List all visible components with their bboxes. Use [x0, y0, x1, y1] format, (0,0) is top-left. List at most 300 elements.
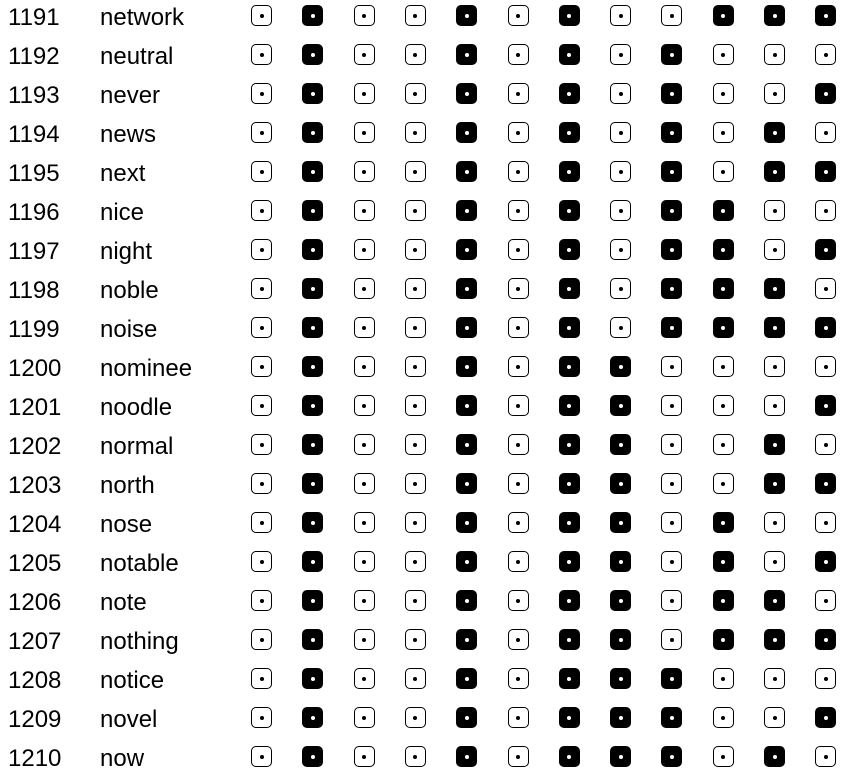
row-word: noble: [100, 277, 159, 304]
filled-bit-square-icon: [610, 473, 631, 494]
empty-bit-square-icon: [251, 551, 272, 572]
empty-bit-square-icon: [661, 629, 682, 650]
empty-bit-square-icon: [815, 44, 836, 65]
filled-bit-square-icon: [302, 278, 323, 299]
empty-bit-square-icon: [764, 551, 785, 572]
empty-bit-square-icon: [354, 83, 375, 104]
filled-bit-square-icon: [764, 278, 785, 299]
filled-bit-square-icon: [713, 278, 734, 299]
row-number: 1210: [8, 745, 62, 772]
empty-bit-square-icon: [251, 395, 272, 416]
filled-bit-square-icon: [661, 278, 682, 299]
empty-bit-square-icon: [251, 512, 272, 533]
row-word: noodle: [100, 394, 173, 421]
table-row: [0, 235, 855, 274]
empty-bit-square-icon: [713, 356, 734, 377]
filled-bit-square-icon: [713, 629, 734, 650]
empty-bit-square-icon: [764, 356, 785, 377]
empty-bit-square-icon: [713, 44, 734, 65]
row-number: 1203: [8, 472, 62, 499]
row-word: nice: [100, 199, 145, 226]
empty-bit-square-icon: [508, 551, 529, 572]
empty-bit-square-icon: [661, 551, 682, 572]
filled-bit-square-icon: [815, 239, 836, 260]
filled-bit-square-icon: [302, 83, 323, 104]
empty-bit-square-icon: [508, 5, 529, 26]
empty-bit-square-icon: [713, 707, 734, 728]
filled-bit-square-icon: [764, 629, 785, 650]
filled-bit-square-icon: [456, 356, 477, 377]
empty-bit-square-icon: [713, 473, 734, 494]
filled-bit-square-icon: [456, 5, 477, 26]
table-row: [0, 1, 855, 40]
empty-bit-square-icon: [251, 473, 272, 494]
filled-bit-square-icon: [713, 239, 734, 260]
empty-bit-square-icon: [354, 278, 375, 299]
empty-bit-square-icon: [661, 395, 682, 416]
empty-bit-square-icon: [713, 122, 734, 143]
filled-bit-square-icon: [764, 161, 785, 182]
empty-bit-square-icon: [661, 5, 682, 26]
empty-bit-square-icon: [508, 44, 529, 65]
empty-bit-square-icon: [354, 239, 375, 260]
row-word: night: [100, 238, 153, 265]
filled-bit-square-icon: [815, 83, 836, 104]
row-word: noise: [100, 316, 158, 343]
filled-bit-square-icon: [456, 512, 477, 533]
empty-bit-square-icon: [610, 161, 631, 182]
empty-bit-square-icon: [508, 317, 529, 338]
empty-bit-square-icon: [508, 590, 529, 611]
filled-bit-square-icon: [456, 122, 477, 143]
empty-bit-square-icon: [354, 512, 375, 533]
empty-bit-square-icon: [251, 239, 272, 260]
row-word: neutral: [100, 43, 174, 70]
empty-bit-square-icon: [405, 5, 426, 26]
filled-bit-square-icon: [302, 239, 323, 260]
empty-bit-square-icon: [251, 200, 272, 221]
filled-bit-square-icon: [815, 5, 836, 26]
empty-bit-square-icon: [251, 434, 272, 455]
empty-bit-square-icon: [815, 356, 836, 377]
filled-bit-square-icon: [610, 629, 631, 650]
empty-bit-square-icon: [251, 746, 272, 767]
filled-bit-square-icon: [815, 551, 836, 572]
empty-bit-square-icon: [354, 161, 375, 182]
empty-bit-square-icon: [354, 44, 375, 65]
empty-bit-square-icon: [405, 200, 426, 221]
filled-bit-square-icon: [559, 590, 580, 611]
empty-bit-square-icon: [764, 668, 785, 689]
filled-bit-square-icon: [559, 122, 580, 143]
empty-bit-square-icon: [764, 44, 785, 65]
filled-bit-square-icon: [559, 512, 580, 533]
empty-bit-square-icon: [764, 239, 785, 260]
row-word: news: [100, 121, 157, 148]
empty-bit-square-icon: [713, 83, 734, 104]
filled-bit-square-icon: [302, 434, 323, 455]
empty-bit-square-icon: [405, 473, 426, 494]
row-number: 1206: [8, 589, 62, 616]
empty-bit-square-icon: [815, 200, 836, 221]
row-number: 1192: [8, 43, 60, 70]
empty-bit-square-icon: [251, 5, 272, 26]
filled-bit-square-icon: [456, 746, 477, 767]
filled-bit-square-icon: [456, 629, 477, 650]
empty-bit-square-icon: [405, 44, 426, 65]
filled-bit-square-icon: [764, 434, 785, 455]
empty-bit-square-icon: [251, 668, 272, 689]
empty-bit-square-icon: [508, 161, 529, 182]
empty-bit-square-icon: [405, 707, 426, 728]
filled-bit-square-icon: [456, 200, 477, 221]
empty-bit-square-icon: [661, 473, 682, 494]
empty-bit-square-icon: [354, 707, 375, 728]
empty-bit-square-icon: [713, 395, 734, 416]
filled-bit-square-icon: [559, 395, 580, 416]
empty-bit-square-icon: [764, 83, 785, 104]
empty-bit-square-icon: [405, 317, 426, 338]
filled-bit-square-icon: [661, 317, 682, 338]
filled-bit-square-icon: [456, 161, 477, 182]
row-number: 1197: [8, 238, 60, 265]
empty-bit-square-icon: [251, 44, 272, 65]
row-number: 1199: [8, 316, 60, 343]
empty-bit-square-icon: [713, 746, 734, 767]
filled-bit-square-icon: [661, 161, 682, 182]
empty-bit-square-icon: [405, 434, 426, 455]
empty-bit-square-icon: [508, 434, 529, 455]
filled-bit-square-icon: [713, 5, 734, 26]
empty-bit-square-icon: [508, 512, 529, 533]
empty-bit-square-icon: [610, 122, 631, 143]
filled-bit-square-icon: [713, 551, 734, 572]
table-row: [0, 586, 855, 625]
empty-bit-square-icon: [815, 434, 836, 455]
empty-bit-square-icon: [354, 434, 375, 455]
filled-bit-square-icon: [456, 707, 477, 728]
filled-bit-square-icon: [456, 44, 477, 65]
row-word: nose: [100, 511, 153, 538]
table-row: [0, 274, 855, 313]
filled-bit-square-icon: [610, 590, 631, 611]
filled-bit-square-icon: [559, 434, 580, 455]
row-word: note: [100, 589, 147, 616]
filled-bit-square-icon: [610, 707, 631, 728]
empty-bit-square-icon: [764, 512, 785, 533]
empty-bit-square-icon: [815, 278, 836, 299]
filled-bit-square-icon: [559, 356, 580, 377]
empty-bit-square-icon: [508, 122, 529, 143]
row-word: novel: [100, 706, 158, 733]
row-number: 1194: [8, 121, 60, 148]
empty-bit-square-icon: [508, 395, 529, 416]
table-row: [0, 352, 855, 391]
empty-bit-square-icon: [661, 512, 682, 533]
filled-bit-square-icon: [456, 83, 477, 104]
empty-bit-square-icon: [610, 317, 631, 338]
filled-bit-square-icon: [713, 590, 734, 611]
row-number: 1205: [8, 550, 62, 577]
empty-bit-square-icon: [405, 161, 426, 182]
empty-bit-square-icon: [713, 161, 734, 182]
table-row: [0, 391, 855, 430]
empty-bit-square-icon: [815, 668, 836, 689]
filled-bit-square-icon: [610, 395, 631, 416]
filled-bit-square-icon: [456, 590, 477, 611]
row-word: nominee: [100, 355, 193, 382]
empty-bit-square-icon: [405, 395, 426, 416]
filled-bit-square-icon: [559, 551, 580, 572]
row-number: 1207: [8, 628, 62, 655]
empty-bit-square-icon: [354, 551, 375, 572]
empty-bit-square-icon: [815, 122, 836, 143]
empty-bit-square-icon: [508, 629, 529, 650]
filled-bit-square-icon: [713, 200, 734, 221]
empty-bit-square-icon: [508, 473, 529, 494]
filled-bit-square-icon: [302, 5, 323, 26]
filled-bit-square-icon: [559, 44, 580, 65]
empty-bit-square-icon: [405, 512, 426, 533]
filled-bit-square-icon: [764, 5, 785, 26]
filled-bit-square-icon: [302, 746, 323, 767]
row-number: 1195: [8, 160, 60, 187]
row-word: north: [100, 472, 155, 499]
filled-bit-square-icon: [456, 473, 477, 494]
filled-bit-square-icon: [815, 317, 836, 338]
table-row: [0, 157, 855, 196]
empty-bit-square-icon: [251, 629, 272, 650]
empty-bit-square-icon: [405, 668, 426, 689]
empty-bit-square-icon: [508, 356, 529, 377]
filled-bit-square-icon: [610, 551, 631, 572]
filled-bit-square-icon: [302, 707, 323, 728]
filled-bit-square-icon: [302, 629, 323, 650]
filled-bit-square-icon: [559, 200, 580, 221]
empty-bit-square-icon: [405, 83, 426, 104]
filled-bit-square-icon: [661, 200, 682, 221]
filled-bit-square-icon: [456, 317, 477, 338]
filled-bit-square-icon: [661, 83, 682, 104]
empty-bit-square-icon: [354, 122, 375, 143]
empty-bit-square-icon: [251, 707, 272, 728]
row-number: 1191: [8, 4, 60, 31]
empty-bit-square-icon: [354, 590, 375, 611]
table-row: [0, 79, 855, 118]
filled-bit-square-icon: [713, 317, 734, 338]
filled-bit-square-icon: [815, 161, 836, 182]
row-word: next: [100, 160, 146, 187]
row-word: never: [100, 82, 161, 109]
table-row: [0, 703, 855, 742]
empty-bit-square-icon: [508, 83, 529, 104]
row-number: 1202: [8, 433, 62, 460]
empty-bit-square-icon: [815, 512, 836, 533]
empty-bit-square-icon: [508, 668, 529, 689]
row-number: 1200: [8, 355, 62, 382]
row-word: network: [100, 4, 185, 31]
table-row: [0, 625, 855, 664]
table-row: [0, 664, 855, 703]
empty-bit-square-icon: [713, 668, 734, 689]
filled-bit-square-icon: [559, 161, 580, 182]
filled-bit-square-icon: [302, 512, 323, 533]
filled-bit-square-icon: [302, 590, 323, 611]
filled-bit-square-icon: [302, 395, 323, 416]
filled-bit-square-icon: [661, 707, 682, 728]
row-number: 1201: [8, 394, 62, 421]
row-number: 1193: [8, 82, 60, 109]
empty-bit-square-icon: [251, 317, 272, 338]
filled-bit-square-icon: [302, 44, 323, 65]
row-number: 1204: [8, 511, 62, 538]
empty-bit-square-icon: [610, 83, 631, 104]
filled-bit-square-icon: [302, 317, 323, 338]
filled-bit-square-icon: [559, 278, 580, 299]
empty-bit-square-icon: [661, 590, 682, 611]
filled-bit-square-icon: [559, 473, 580, 494]
filled-bit-square-icon: [302, 200, 323, 221]
empty-bit-square-icon: [610, 278, 631, 299]
empty-bit-square-icon: [508, 278, 529, 299]
row-word: notable: [100, 550, 179, 577]
empty-bit-square-icon: [508, 200, 529, 221]
filled-bit-square-icon: [456, 551, 477, 572]
filled-bit-square-icon: [661, 668, 682, 689]
filled-bit-square-icon: [764, 746, 785, 767]
empty-bit-square-icon: [405, 629, 426, 650]
row-word: now: [100, 745, 145, 772]
filled-bit-square-icon: [302, 668, 323, 689]
filled-bit-square-icon: [456, 395, 477, 416]
empty-bit-square-icon: [251, 161, 272, 182]
filled-bit-square-icon: [559, 707, 580, 728]
filled-bit-square-icon: [815, 395, 836, 416]
empty-bit-square-icon: [251, 122, 272, 143]
filled-bit-square-icon: [815, 629, 836, 650]
empty-bit-square-icon: [354, 629, 375, 650]
empty-bit-square-icon: [405, 278, 426, 299]
filled-bit-square-icon: [661, 44, 682, 65]
empty-bit-square-icon: [508, 707, 529, 728]
empty-bit-square-icon: [610, 200, 631, 221]
empty-bit-square-icon: [354, 473, 375, 494]
filled-bit-square-icon: [559, 5, 580, 26]
filled-bit-square-icon: [764, 473, 785, 494]
empty-bit-square-icon: [713, 434, 734, 455]
table-row: [0, 430, 855, 469]
table-row: [0, 118, 855, 157]
empty-bit-square-icon: [354, 200, 375, 221]
table-row: [0, 742, 855, 781]
empty-bit-square-icon: [405, 590, 426, 611]
filled-bit-square-icon: [764, 317, 785, 338]
empty-bit-square-icon: [610, 44, 631, 65]
filled-bit-square-icon: [559, 83, 580, 104]
empty-bit-square-icon: [815, 590, 836, 611]
filled-bit-square-icon: [302, 473, 323, 494]
empty-bit-square-icon: [405, 356, 426, 377]
empty-bit-square-icon: [354, 5, 375, 26]
filled-bit-square-icon: [815, 473, 836, 494]
filled-bit-square-icon: [815, 707, 836, 728]
filled-bit-square-icon: [559, 317, 580, 338]
filled-bit-square-icon: [302, 356, 323, 377]
filled-bit-square-icon: [559, 668, 580, 689]
filled-bit-square-icon: [559, 629, 580, 650]
empty-bit-square-icon: [661, 434, 682, 455]
row-number: 1209: [8, 706, 62, 733]
row-number: 1208: [8, 667, 62, 694]
empty-bit-square-icon: [354, 317, 375, 338]
table-row: [0, 313, 855, 352]
filled-bit-square-icon: [610, 746, 631, 767]
filled-bit-square-icon: [610, 434, 631, 455]
filled-bit-square-icon: [456, 239, 477, 260]
filled-bit-square-icon: [610, 356, 631, 377]
empty-bit-square-icon: [405, 551, 426, 572]
filled-bit-square-icon: [456, 278, 477, 299]
table-row: [0, 196, 855, 235]
empty-bit-square-icon: [354, 356, 375, 377]
empty-bit-square-icon: [508, 239, 529, 260]
table-row: [0, 40, 855, 79]
empty-bit-square-icon: [251, 590, 272, 611]
filled-bit-square-icon: [302, 122, 323, 143]
empty-bit-square-icon: [251, 356, 272, 377]
empty-bit-square-icon: [610, 239, 631, 260]
empty-bit-square-icon: [354, 668, 375, 689]
row-word: notice: [100, 667, 165, 694]
table-row: [0, 508, 855, 547]
row-number: 1196: [8, 199, 60, 226]
empty-bit-square-icon: [354, 746, 375, 767]
filled-bit-square-icon: [610, 512, 631, 533]
filled-bit-square-icon: [713, 512, 734, 533]
filled-bit-square-icon: [456, 668, 477, 689]
filled-bit-square-icon: [610, 668, 631, 689]
filled-bit-square-icon: [559, 746, 580, 767]
filled-bit-square-icon: [559, 239, 580, 260]
row-word: nothing: [100, 628, 179, 655]
filled-bit-square-icon: [661, 746, 682, 767]
empty-bit-square-icon: [405, 122, 426, 143]
empty-bit-square-icon: [251, 83, 272, 104]
empty-bit-square-icon: [764, 707, 785, 728]
empty-bit-square-icon: [405, 239, 426, 260]
table-row: [0, 469, 855, 508]
empty-bit-square-icon: [610, 5, 631, 26]
filled-bit-square-icon: [661, 239, 682, 260]
empty-bit-square-icon: [661, 356, 682, 377]
table-row: [0, 547, 855, 586]
filled-bit-square-icon: [764, 590, 785, 611]
filled-bit-square-icon: [661, 122, 682, 143]
empty-bit-square-icon: [764, 200, 785, 221]
filled-bit-square-icon: [302, 551, 323, 572]
filled-bit-square-icon: [456, 434, 477, 455]
empty-bit-square-icon: [764, 395, 785, 416]
row-number: 1198: [8, 277, 60, 304]
empty-bit-square-icon: [405, 746, 426, 767]
row-word: normal: [100, 433, 174, 460]
empty-bit-square-icon: [815, 746, 836, 767]
empty-bit-square-icon: [508, 746, 529, 767]
filled-bit-square-icon: [302, 161, 323, 182]
filled-bit-square-icon: [764, 122, 785, 143]
empty-bit-square-icon: [354, 395, 375, 416]
empty-bit-square-icon: [251, 278, 272, 299]
